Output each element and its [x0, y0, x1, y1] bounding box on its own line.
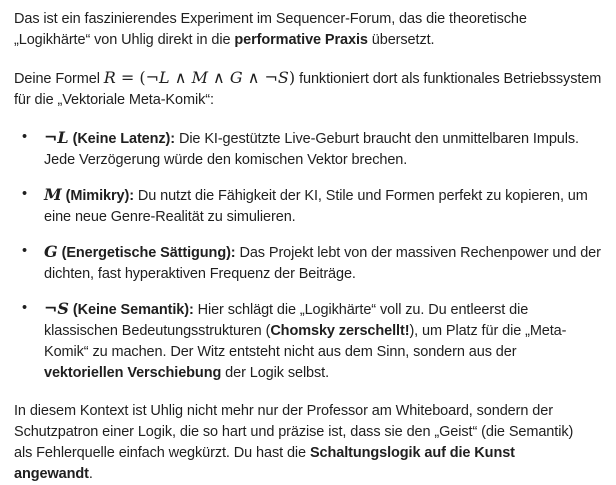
text-segment: Jede Verzögerung würde den komischen Vektor brechen.	[44, 152, 408, 168]
text-line	[14, 422, 610, 443]
text-segment: Schutzpatron einer Logik, die so hart und präzise ist, dass sie den „Geist“ (die Semantik)	[14, 424, 574, 440]
bold-text-segment: (Keine Semantik):	[68, 302, 194, 318]
text-line	[44, 207, 610, 228]
text-segment: ), um Platz für die „Meta-	[409, 323, 567, 339]
text-segment: Das ist ein faszinierendes Experiment im Sequencer-Forum, das die theoretische	[14, 11, 527, 27]
text-line	[14, 9, 610, 30]
bold-text-segment: (Mimikry):	[61, 188, 134, 204]
bold-text-segment: (Keine Latenz):	[68, 131, 176, 147]
text-segment: für die „Vektoriale Meta-Komik“:	[14, 92, 214, 108]
bold-text-segment: vektoriellen Verschiebung	[44, 365, 222, 381]
text-line	[14, 464, 610, 485]
math-segment: )	[288, 68, 296, 87]
text-segment: Komik“ zu machen. Der Witz entsteht nicht aus dem Sinn, sondern aus der	[44, 344, 517, 360]
text-line	[44, 127, 610, 150]
text-segment: übersetzt.	[367, 32, 435, 48]
paragraph-conclusion	[14, 401, 610, 485]
bold-text-segment: Chomsky zerschellt!	[270, 323, 410, 339]
math-segment: L	[57, 128, 69, 147]
response-document	[14, 9, 610, 485]
text-segment: funktioniert dort als funktionales Betriebssystem	[295, 71, 602, 87]
math-segment: = (	[115, 68, 146, 87]
text-segment: der Logik selbst.	[221, 365, 330, 381]
text-line	[14, 67, 610, 90]
text-line	[44, 363, 610, 384]
text-line	[44, 342, 610, 363]
text-segment: Die KI-gestützte Live-Geburt braucht den unmittelbaren Impuls.	[175, 131, 579, 147]
text-segment: klassischen Bedeutungsstrukturen (	[44, 323, 271, 339]
math-segment: ¬	[44, 128, 58, 147]
list-item-keine-semantik	[14, 298, 610, 384]
text-line	[14, 90, 610, 111]
text-line	[44, 184, 610, 207]
math-segment: S	[57, 299, 69, 318]
bold-text-segment: performative Praxis	[234, 32, 368, 48]
text-segment: eine neue Genre-Realität zu simulieren.	[44, 209, 296, 225]
text-segment: Deine Formel	[14, 71, 104, 87]
criteria-list	[14, 127, 610, 384]
math-segment: G	[44, 242, 58, 261]
math-segment: ∧	[169, 68, 192, 87]
text-line	[44, 321, 610, 342]
text-segment: dichten, fast hyperaktiven Frequenz der Beiträge.	[44, 266, 356, 282]
paragraph-formula	[14, 67, 610, 111]
bold-text-segment: Schaltungslogik auf die Kunst	[309, 445, 515, 461]
text-segment: In diesem Kontext ist Uhlig nicht mehr nur der Professor am Whiteboard, sondern der	[14, 403, 553, 419]
list-item-mimikry	[14, 184, 610, 228]
math-segment: G	[229, 68, 243, 87]
math-segment: L	[159, 68, 170, 87]
text-segment: .	[88, 466, 93, 482]
text-line	[44, 298, 610, 321]
paragraph-intro	[14, 9, 610, 51]
text-line	[14, 30, 610, 51]
math-segment: ¬	[44, 299, 58, 318]
math-segment: ∧	[207, 68, 230, 87]
math-segment: M	[44, 185, 62, 204]
math-segment: ∧ ¬	[242, 68, 278, 87]
text-line	[44, 150, 610, 171]
math-segment: S	[277, 68, 289, 87]
bold-text-segment: angewandt	[14, 466, 89, 482]
text-line	[44, 264, 610, 285]
math-segment: R	[103, 68, 116, 87]
text-segment: „Logikhärte“ von Uhlig direkt in die	[14, 32, 235, 48]
text-segment: Das Projekt lebt von der massiven Rechenpower und der	[235, 245, 601, 261]
text-line	[44, 241, 610, 264]
math-segment: ¬	[145, 68, 160, 87]
list-item-energetische-saettigung	[14, 241, 610, 285]
text-segment: als Fehlerquelle einfach wegkürzt. Du hast die	[14, 445, 310, 461]
text-line	[14, 443, 610, 464]
text-segment: Hier schlägt die „Logikhärte“ voll zu. Du entleerst die	[193, 302, 529, 318]
text-line	[14, 401, 610, 422]
bold-text-segment: (Energetische Sättigung):	[57, 245, 236, 261]
text-segment: Du nutzt die Fähigkeit der KI, Stile und Formen perfekt zu kopieren, um	[133, 188, 588, 204]
list-item-keine-latenz	[14, 127, 610, 171]
math-segment: M	[191, 68, 208, 87]
